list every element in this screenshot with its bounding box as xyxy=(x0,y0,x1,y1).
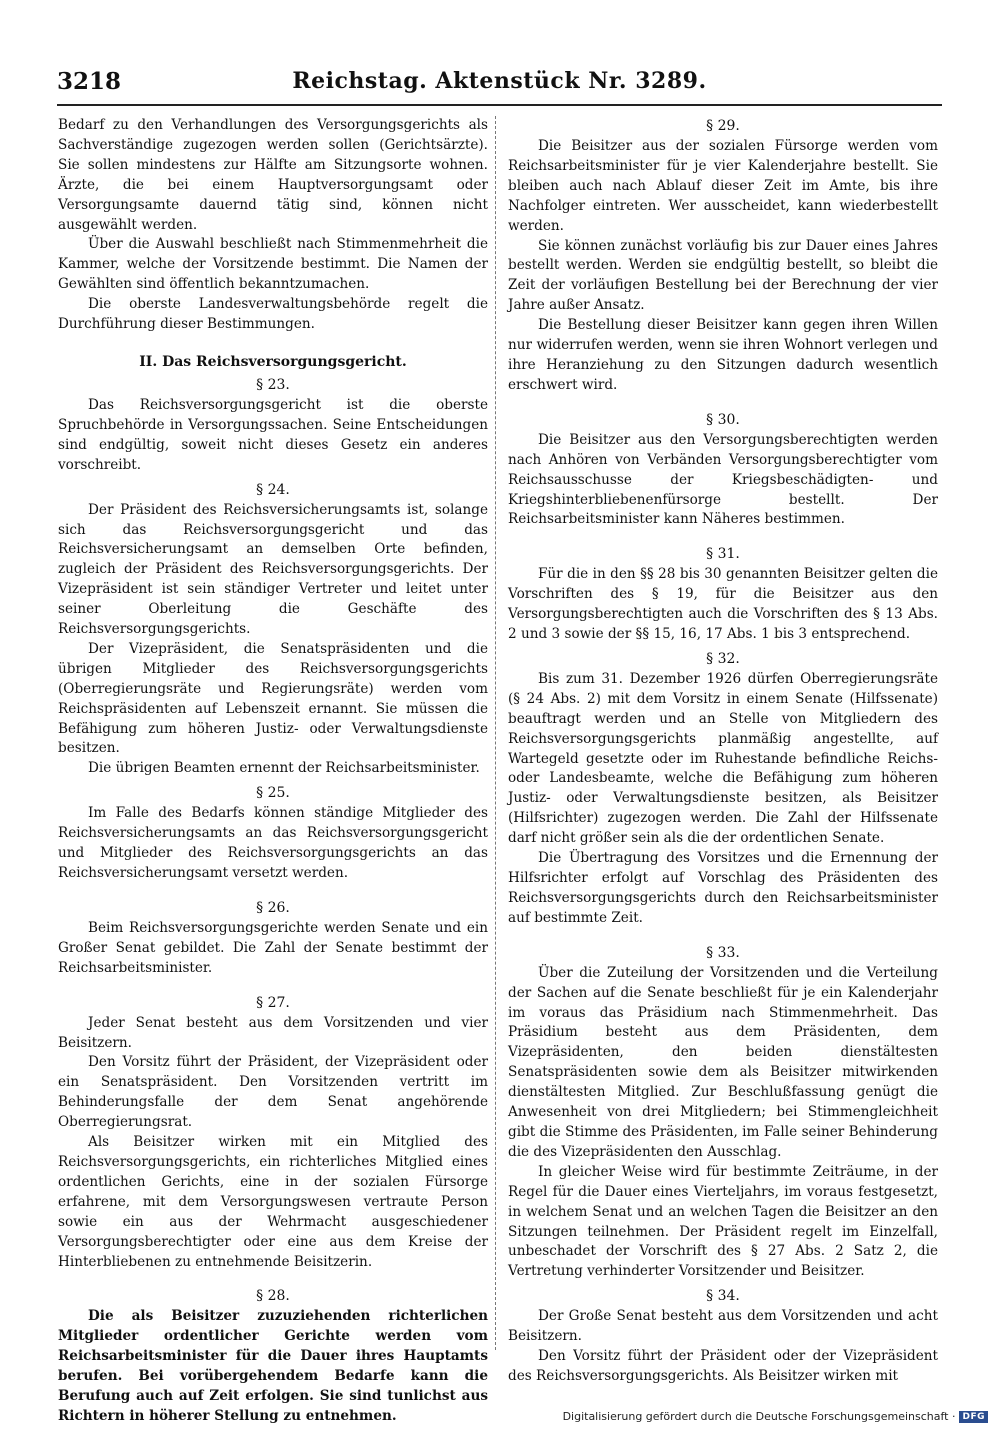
paragraph-number: § 30. xyxy=(706,411,740,428)
paragraph: Beim Reichsversorgungsgerichte werden Senate und ein Großer Senat gebildet. Die Zahl der Senate bestimmt der Reichsarbeitsminister. xyxy=(58,919,488,976)
paragraph: Über die Zuteilung der Vorsitzenden und die Verteilung der Sachen auf die Senate beschließt für je ein Kalenderjahr im voraus das Präsidium nach Stimmenmehrheit. Das Präsidium besteht aus dem Präsidenten, dem Vizepräsidenten, den beiden dienstältesten Senatspräsidenten sowie dem als Beisitzer mitwirkenden dienstältesten Mitglied. Zur Beschlußfassung genügt die Anwesenheit von drei Mitgliedern; bei Stimmengleichheit gibt die Stimme des Präsidenten, im Falle seiner Behinderung die des Vizepräsidenten den Ausschlag. xyxy=(508,964,938,1160)
paragraph: Für die in den §§ 28 bis 30 genannten Beisitzer gelten die Vorschriften des § 19, für die Beisitzer aus den Versorgungsberechtigten auch die Vorschriften des § 13 Abs. 2 und 3 sowie der §§ 15, 16, 17 Abs. 1 bis 3 entsprechend. xyxy=(508,566,938,643)
paragraph: Der Präsident des Reichsversicherungsamts ist, solange sich das Reichsversorgungsgericht und das Reichsversicherungsamt an demselben Orte befinden, zugleich der Präsident des Reichsversorgungsgerichts. Der Vizepräsident ist sein ständiger Vertreter und leitet unter seiner Oberleitung die Geschäfte des Reichsversorgungsgerichts. xyxy=(58,501,488,638)
paragraph-number: § 33. xyxy=(706,944,740,961)
paragraph-number: § 29. xyxy=(706,118,740,134)
paragraph: Als Beisitzer wirken mit ein Mitglied des Reichsversorgungsgerichts, ein richterliches Mitglied eines ordentlichen Gerichts, eine in der sozialen Fürsorge erfahrene, mit dem Versorgungswesen vertraute Person sowie ein aus der Wehrmacht ausgeschiedener Versorgungsberechtigter oder eine aus dem Kreise der Hinterbliebenen zu entnehmende Beisitzerin. xyxy=(58,1134,488,1270)
paragraph-number: § 23. xyxy=(256,376,290,393)
page-header xyxy=(57,66,942,102)
paragraph: Im Falle des Bedarfs können ständige Mitglieder des Reichsversicherungsamts an das Reichsversorgungsgericht und Mitglieder des Reichsversorgungsgerichts an das Reichsversicherungsamt versetzt werden. xyxy=(58,805,488,881)
paragraph-number: § 25. xyxy=(256,785,290,802)
paragraph-number: § 28. xyxy=(256,1288,290,1305)
paragraph-number: § 32. xyxy=(706,650,740,667)
paragraph: Die Bestellung dieser Beisitzer kann gegen ihren Willen nur widerrufen werden, wenn sie ihren Wohnort verlegen und ihre Heranziehung zu den Sitzungen dadurch wesentlich erschwert wird. xyxy=(508,317,938,393)
page-number: 3218 xyxy=(57,68,122,95)
paragraph: Den Vorsitz führt der Präsident, der Vizepräsident oder ein Senatspräsident. Den Vorsitzenden vertritt im Behinderungsfalle der dem Senat angehörende Oberregierungsrat. xyxy=(58,1054,488,1131)
paragraph: Den Vorsitz führt der Präsident oder der Vizepräsident des Reichsversorgungsgerichts. Als Beisitzer wirken mit xyxy=(508,1348,938,1384)
paragraph: Über die Auswahl beschließt nach Stimmenmehrheit die Kammer, welche der Vorsitzende bestimmt. Die Namen der Gewählten sind öffentlich bekanntzumachen. xyxy=(58,236,488,293)
section-heading: II. Das Reichsversorgungsgericht. xyxy=(139,353,407,370)
paragraph: Die Beisitzer aus der sozialen Fürsorge werden vom Reichsarbeitsminister für je vier Kalenderjahre bestellt. Sie bleiben auch nach Ablauf dieser Zeit im Amte, bis ihre Nachfolger eintreten. Wer ausscheidet, kann wiederbestellt werden. xyxy=(508,138,938,234)
paragraph: Der Große Senat besteht aus dem Vorsitzenden und acht Beisitzern. xyxy=(508,1308,938,1345)
paragraph: Die übrigen Beamten ernennt der Reichsarbeitsminister. xyxy=(88,760,480,777)
paragraph-number: § 31. xyxy=(706,546,740,563)
digitization-footer xyxy=(563,1410,988,1423)
paragraph-number: § 27. xyxy=(256,994,290,1011)
paragraph: Die als Beisitzer zuzuziehenden richterlichen Mitglieder ordentlicher Gerichte werden vom Reichsarbeitsminister für die Dauer ihres Hauptamts berufen. Bei vorübergehendem Bedarfe kann die Berufung auch auf Zeit erfolgen. Sie sind tunlichst aus Richtern in höherer Stellung zu entnehmen. xyxy=(58,1308,488,1424)
paragraph: Die Beisitzer aus den Versorgungsberechtigten werden nach Anhören von Verbänden Versorgungsberechtigter vom Reichsausschusse der Kriegsbeschädigten- und Kriegshinterbliebenenfürsorge bestellt. Der Reichsarbeitsminister kann Näheres bestimmen. xyxy=(508,431,938,528)
footer-text: Digitalisierung gefördert durch die Deutsche Forschungsgemeinschaft · xyxy=(562,1410,956,1423)
paragraph: Das Reichsversorgungsgericht ist die oberste Spruchbehörde in Versorgungssachen. Seine Entscheidungen sind endgültig, soweit nicht dieses Gesetz ein anderes vorschreibt. xyxy=(58,396,488,473)
left-column xyxy=(58,116,488,1424)
paragraph: Der Vizepräsident, die Senatspräsidenten und die übrigen Mitglieder des Reichsversorgungsgerichts (Oberregierungsräte und Regierungsräte) werden vom Reichspräsidenten auf Lebenszeit ernannt. Sie müssen die Befähigung zum höheren Justiz- oder Verwaltungsdienste besitzen. xyxy=(58,640,488,757)
dfg-logo-icon: DFG xyxy=(959,1411,988,1423)
paragraph-number: § 24. xyxy=(256,481,290,498)
paragraph: Jeder Senat besteht aus dem Vorsitzenden und vier Beisitzern. xyxy=(58,1014,488,1051)
paragraph: In gleicher Weise wird für bestimmte Zeiträume, in der Regel für die Dauer eines Vierteljahrs, im voraus festgesetzt, in welchem Senat und an welchen Tagen die Beisitzer an den Sitzungen teilnehmen. Der Präsident regelt im Einzelfall, unbeschadet der Vorschrift des § 27 Abs. 2 Satz 2, die Vertretung verhinderter Vorsitzender und Beisitzer. xyxy=(508,1163,938,1280)
paragraph-number: § 26. xyxy=(256,899,290,916)
paragraph: Bedarf zu den Verhandlungen des Versorgungsgerichts als Sachverständige zugezogen werden sollen (Gerichtsärzte). Sie sollen mindestens zur Hälfte am Sitzungsorte wohnen. Ärzte, die bei einem Hauptversorgungsamt oder Versorgungsamte dauernd tätig sind, können nicht ausgewählt werden. xyxy=(58,117,488,233)
column-divider xyxy=(495,116,496,1350)
header-rule xyxy=(57,104,942,106)
paragraph: Sie können zunächst vorläufig bis zur Dauer eines Jahres bestellt werden. Werden sie endgültig bestellt, so bleibt die Zeit der vorläufigen Bestellung bei der Berechnung der vier Jahre außer Ansatz. xyxy=(508,237,938,314)
paragraph: Die Übertragung des Vorsitzes und die Ernennung der Hilfsrichter erfolgt auf Vorschlag des Präsidenten des Reichsversorgungsgerichts durch den Reichsarbeitsminister auf bestimmte Zeit. xyxy=(508,850,938,926)
right-column xyxy=(508,116,938,1384)
paragraph-number: § 34. xyxy=(706,1288,740,1305)
paragraph: Die oberste Landesverwaltungsbehörde regelt die Durchführung dieser Bestimmungen. xyxy=(58,296,488,333)
running-title: Reichstag. Aktenstück Nr. 3289. xyxy=(292,68,707,94)
paragraph: Bis zum 31. Dezember 1926 dürfen Oberregierungsräte (§ 24 Abs. 2) mit dem Vorsitz in einem Senate (Hilfssenate) beauftragt werden und an Stelle von Mitgliedern des Reichsversorgungsgerichts planmäßig angestellte, auf Wartegeld gesetzte oder im Ruhestande befindliche Reichs- oder Landesbeamte, welche die Befähigung zum höheren Justiz- oder Verwaltungsdienste besitzen, als Beisitzer (Hilfsrichter) zugezogen werden. Die Zahl der Hilfssenate darf nicht größer sein als die der ordentlichen Senate. xyxy=(508,670,938,847)
